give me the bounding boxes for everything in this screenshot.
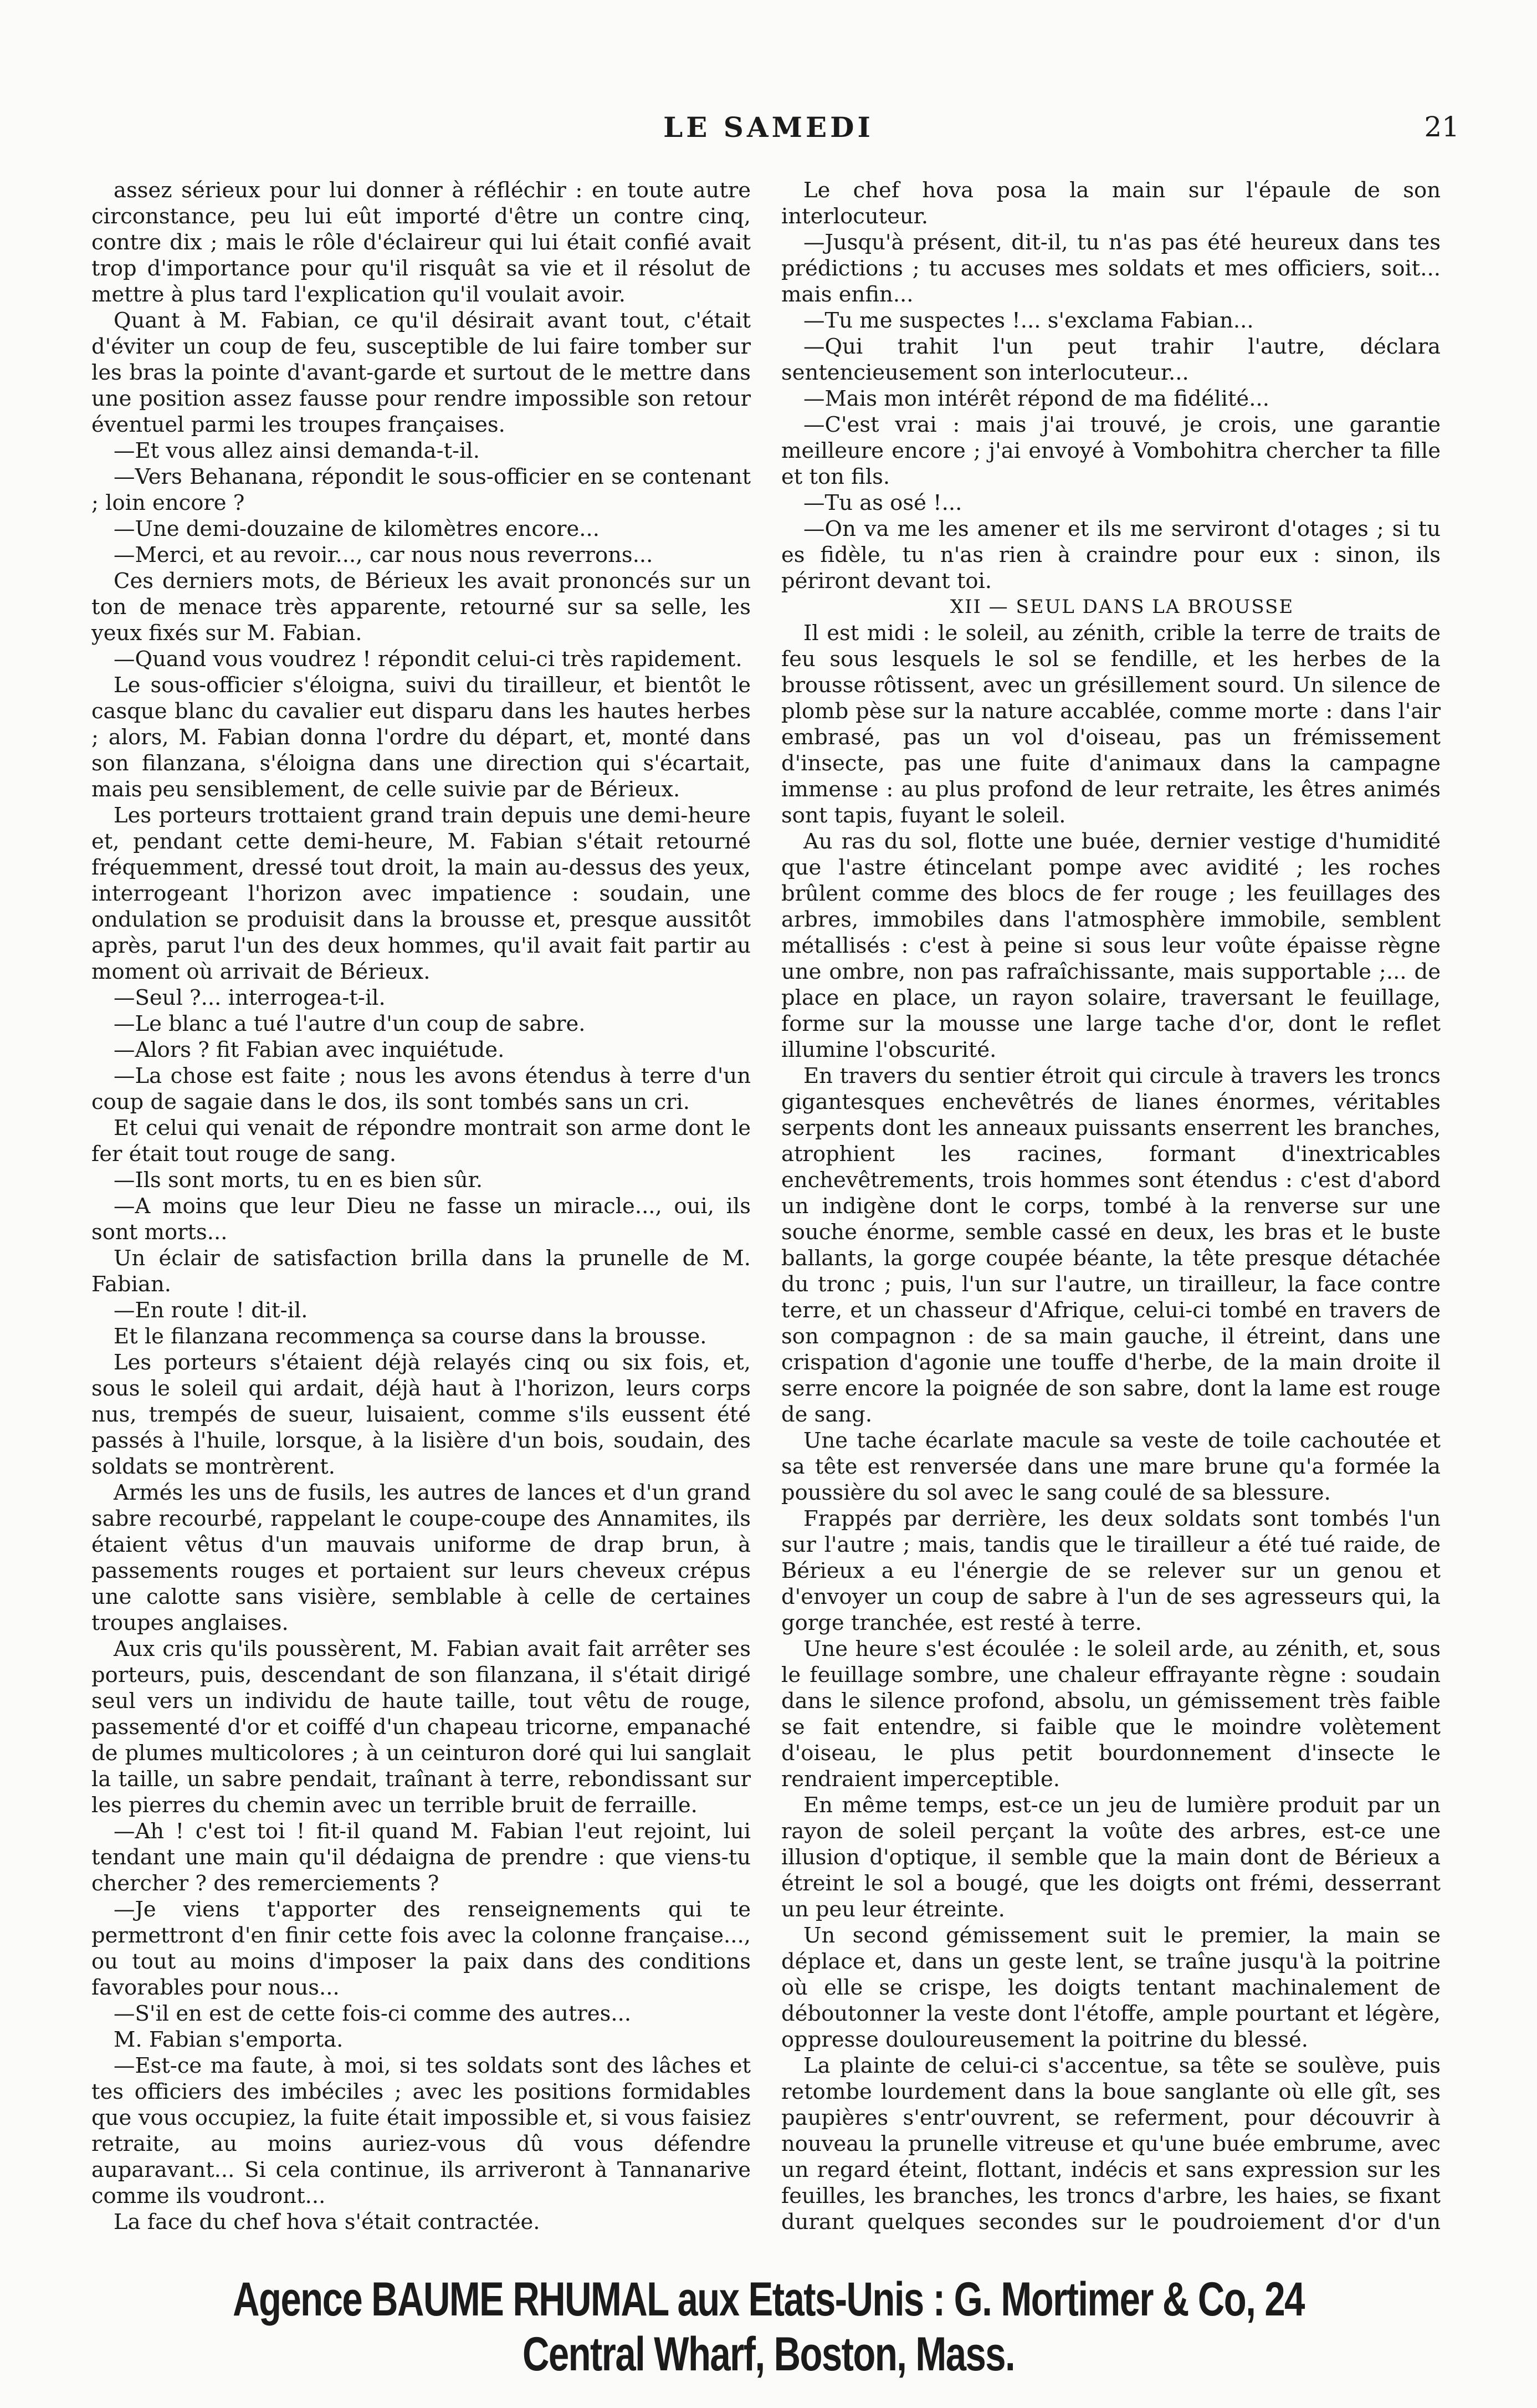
paragraph: Les porteurs s'étaient déjà relayés cinq ou six fois, et, sous le soleil qui ardait, déjà haut à l'horizon, leurs corps nus, trempés de sueur, luisaient, comme s'ils eussent été passés à l'huile, lorsque, à la lisière d'un bois, soudain, des soldats se montrèrent. xyxy=(91,1350,751,1479)
paragraph: Le sous-officier s'éloigna, suivi du tirailleur, et bientôt le casque blanc du cavalier eut disparu dans les hautes herbes ; alors, M. Fabian donna l'ordre du départ, et, monté dans son filanzana, s'éloigna dans une direction qui s'écartait, mais peu sensiblement, de celle suivie par de Bérieux. xyxy=(91,673,751,802)
paragraph: Frappés par derrière, les deux soldats sont tombés l'un sur l'autre ; mais, tandis que le tirailleur a été tué raide, de Bérieux a eu l'énergie de se relever sur un genou et d'envoyer un coup de sabre à l'un de ses agresseurs qui, la gorge tranchée, est resté à terre. xyxy=(781,1506,1441,1635)
paragraph: Un éclair de satisfaction brilla dans la prunelle de M. Fabian. xyxy=(91,1246,751,1297)
paragraph: —La chose est faite ; nous les avons étendus à terre d'un coup de sagaie dans le dos, ils sont tombés sans un cri. xyxy=(91,1064,751,1114)
paragraph: Les porteurs trottaient grand train depuis une demi-heure et, pendant cette demi-heure, M. Fabian s'était retourné fréquemment, dressé tout droit, la main au-dessus des yeux, interrogeant l'horizon avec impatience : soudain, une ondulation se produisit dans la brousse et, presque aussitôt après, parut l'un des deux hommes, qu'il avait fait partir au moment où arrivait de Bérieux. xyxy=(91,803,751,984)
paragraph: —A moins que leur Dieu ne fasse un miracle..., oui, ils sont morts... xyxy=(91,1194,751,1245)
paragraph: Une tache écarlate macule sa veste de toile cachoutée et sa tête est renversée dans une mare brune qu'a formée la poussière du sol avec le sang coulé de sa blessure. xyxy=(781,1428,1441,1505)
paragraph: —Et vous allez ainsi demanda-t-il. xyxy=(114,438,480,463)
paragraph: Et le filanzana recommença sa course dans la brousse. xyxy=(114,1324,707,1349)
paragraph: —Qui trahit l'un peut trahir l'autre, déclara sentencieusement son interlocuteur... xyxy=(781,334,1441,385)
advertisement-banner: Agence BAUME RHUMAL aux Etats-Unis : G. Mortimer & Co, 24 Central Wharf, Boston, Mass. xyxy=(233,2273,1304,2381)
paragraph: assez sérieux pour lui donner à réfléchir : en toute autre circonstance, peu lui eût importé d'être un contre cinq, contre dix ; mais le rôle d'éclaireur qui lui était confié avait trop d'importance pour qu'il risquât sa vie et il résolut de mettre à plus tard l'explication qu'il voulait avoir. xyxy=(91,178,751,307)
paragraph: M. Fabian s'emporta. xyxy=(114,2027,344,2052)
paragraph: —Quand vous voudrez ! répondit celui-ci très rapidement. xyxy=(114,647,742,672)
paragraph: Un second gémissement suit le premier, la main se déplace et, dans un geste lent, se traîne jusqu'à la poitrine où elle se crispe, les doigts tentant machinalement de déboutonner la veste dont l'étoffe, ample pourtant et légère, oppresse douloureusement la poitrine du blessé. xyxy=(781,1923,1441,2052)
paragraph: Armés les uns de fusils, les autres de lances et d'un grand sabre recourbé, rappelant le coupe-coupe des Annamites, ils étaient vêtus d'un mauvais uniforme de drap brun, à passements rouges et portaient sur leurs cheveux crépus une calotte sans visière, semblable à celle de certaines troupes anglaises. xyxy=(91,1480,751,1635)
paragraph: —Seul ?... interrogea-t-il. xyxy=(114,985,386,1010)
paragraph: Et celui qui venait de répondre montrait son arme dont le fer était tout rouge de sang. xyxy=(91,1116,751,1167)
paragraph: La plainte de celui-ci s'accentue, sa tête se soulève, puis retombe lourdement dans la boue sanglante où elle gît, ses paupières s'entr'ouvrent, se referment, pour découvrir à nouveau la prunelle vitreuse et qu'une buée embrume, avec un regard éteint, flottant, indécis et sans expression sur les feuilles, les branches, les troncs d'arbre, les haies, se fixant durant quelques secondes sur le poudroiement d'or d'un xyxy=(781,2053,1441,2233)
left-column xyxy=(91,177,751,2233)
paragraph: —Le blanc a tué l'autre d'un coup de sabre. xyxy=(114,1011,586,1036)
paragraph: Il est midi : le soleil, au zénith, crible la terre de traits de feu sous lesquels le sol se fendille, et les herbes de la brousse rôtissent, avec un grésillement sourd. Un silence de plomb pèse sur la nature accablée, comme morte : dans l'air embrasé, pas un vol d'oiseau, pas un frémissement d'insecte, pas une fuite d'animaux dans la campagne immense : au plus profond de leur retraite, les êtres animés sont tapis, fuyant le soleil. xyxy=(781,621,1441,828)
section-heading: XII — SEUL DANS LA BROUSSE xyxy=(950,596,1294,618)
right-column xyxy=(781,177,1441,2233)
page-number: 21 xyxy=(1424,111,1459,143)
running-title: LE SAMEDI xyxy=(663,111,874,144)
paragraph: —Je viens t'apporter des renseignements qui te permettront d'en finir cette fois avec la colonne française..., ou tout au moins d'imposer la paix dans des conditions favorables pour nous... xyxy=(91,1897,751,2000)
paragraph: —Tu as osé !... xyxy=(803,490,962,515)
paragraph: Au ras du sol, flotte une buée, dernier vestige d'humidité que l'astre étincelant pompe avec avidité ; les roches brûlent comme des blocs de fer rouge ; les feuillages des arbres, immobiles dans l'atmosphère immobile, semblent métallisés : c'est à peine si sous leur voûte épaisse règne une ombre, non pas rafraîchissante, mais supportable ;... de place en place, un rayon solaire, traversant le feuillage, forme sur la mousse une large tache d'or, dont le reflet illumine l'obscurité. xyxy=(781,829,1441,1062)
paragraph: Le chef hova posa la main sur l'épaule de son interlocuteur. xyxy=(781,178,1441,229)
paragraph: —Jusqu'à présent, dit-il, tu n'as pas été heureux dans tes prédictions ; tu accuses mes soldats et mes officiers, soit... mais enfin... xyxy=(781,230,1441,307)
paragraph: —C'est vrai : mais j'ai trouvé, je crois, une garantie meilleure encore ; j'ai envoyé à Vombohitra chercher ta fille et ton fils. xyxy=(781,412,1441,489)
paragraph: —S'il en est de cette fois-ci comme des autres... xyxy=(114,2001,632,2026)
paragraph: Une heure s'est écoulée : le soleil arde, au zénith, et, sous le feuillage sombre, une chaleur effrayante règne : soudain dans le silence profond, absolu, un gémissement très faible se fait entendre, si faible que le moindre volètement d'oiseau, le plus petit bourdonnement d'insecte le rendraient imperceptible. xyxy=(781,1637,1441,1792)
paragraph: —Mais mon intérêt répond de ma fidélité... xyxy=(803,386,1269,411)
page-header xyxy=(0,0,1537,166)
right-column-top-text xyxy=(781,177,1441,594)
paragraph: —Est-ce ma faute, à moi, si tes soldats sont des lâches et tes officiers des imbéciles ; avec les positions formidables que vous occupiez, la fuite était impossible et, si vous faisiez retraite, au moins auriez-vous dû vous défendre auparavant... Si cela continue, ils arriveront à Tannanarive comme ils voudront... xyxy=(91,2053,751,2208)
paragraph: —Merci, et au revoir..., car nous nous reverrons... xyxy=(114,543,653,568)
paragraph: —On va me les amener et ils me serviront d'otages ; si tu es fidèle, tu n'as rien à craindre pour eux : sinon, ils périront devant toi. xyxy=(781,517,1441,594)
paragraph: La face du chef hova s'était contractée. xyxy=(114,2210,540,2233)
paragraph: En même temps, est-ce un jeu de lumière produit par un rayon de soleil perçant la voûte des arbres, est-ce une illusion d'optique, il semble que la main dont de Bérieux a étreint le sol a bougé, que les doigts ont frémi, desserrant un peu leur étreinte. xyxy=(781,1793,1441,1922)
paragraph: Aux cris qu'ils poussèrent, M. Fabian avait fait arrêter ses porteurs, puis, descendant de son filanzana, il s'était dirigé seul vers un individu de haute taille, tout vêtu de rouge, passementé d'or et coiffé d'un chapeau tricorne, empanaché de plumes multicolores ; à un ceinturon doré qui lui sanglait la taille, un sabre pendait, traînant à terre, rebondissant sur les pierres du chemin avec un terrible bruit de ferraille. xyxy=(91,1637,751,1818)
paragraph: —Tu me suspectes !... s'exclama Fabian... xyxy=(803,308,1254,333)
paragraph: En travers du sentier étroit qui circule à travers les troncs gigantesques enchevêtrés de lianes énormes, véritables serpents dont les anneaux puissants enserrent les branches, atrophient les racines, formant d'inextricables enchevêtrements, trois hommes sont étendus : c'est d'abord un indigène dont le corps, tombé à la renverse sur une souche énorme, semble cassé en deux, les bras et le buste ballants, la gorge coupée béante, la tête presque détachée du tronc ; puis, l'un sur l'autre, un tirailleur, la face contre terre, et un chasseur d'Afrique, celui-ci tombé en travers de son compagnon : de sa main gauche, il étreint, dans une crispation d'agonie une touffe d'herbe, de la main droite il serre encore la poignée de son sabre, dont la lame est rouge de sang. xyxy=(781,1064,1441,1427)
paragraph: —En route ! dit-il. xyxy=(114,1298,308,1323)
paragraph: —Vers Behanana, répondit le sous-officier en se contenant ; loin encore ? xyxy=(91,464,751,515)
right-column-section-text xyxy=(781,620,1441,2233)
paragraph: —Ah ! c'est toi ! fit-il quand M. Fabian l'eut rejoint, lui tendant une main qu'il dédaigna de prendre : que viens-tu chercher ? des remerciements ? xyxy=(91,1819,751,1896)
paragraph: —Une demi-douzaine de kilomètres encore... xyxy=(114,517,600,541)
paragraph: Quant à M. Fabian, ce qu'il désirait avant tout, c'était d'éviter un coup de feu, susceptible de lui faire tomber sur les bras la pointe d'avant-garde et surtout de le mettre dans une position assez fausse pour rendre impossible son retour éventuel parmi les troupes françaises. xyxy=(91,308,751,437)
paragraph: —Alors ? fit Fabian avec inquiétude. xyxy=(114,1037,505,1062)
paragraph: —Ils sont morts, tu en es bien sûr. xyxy=(114,1168,483,1193)
paragraph: Ces derniers mots, de Bérieux les avait prononcés sur un ton de menace très apparente, retourné sur sa selle, les yeux fixés sur M. Fabian. xyxy=(91,569,751,646)
